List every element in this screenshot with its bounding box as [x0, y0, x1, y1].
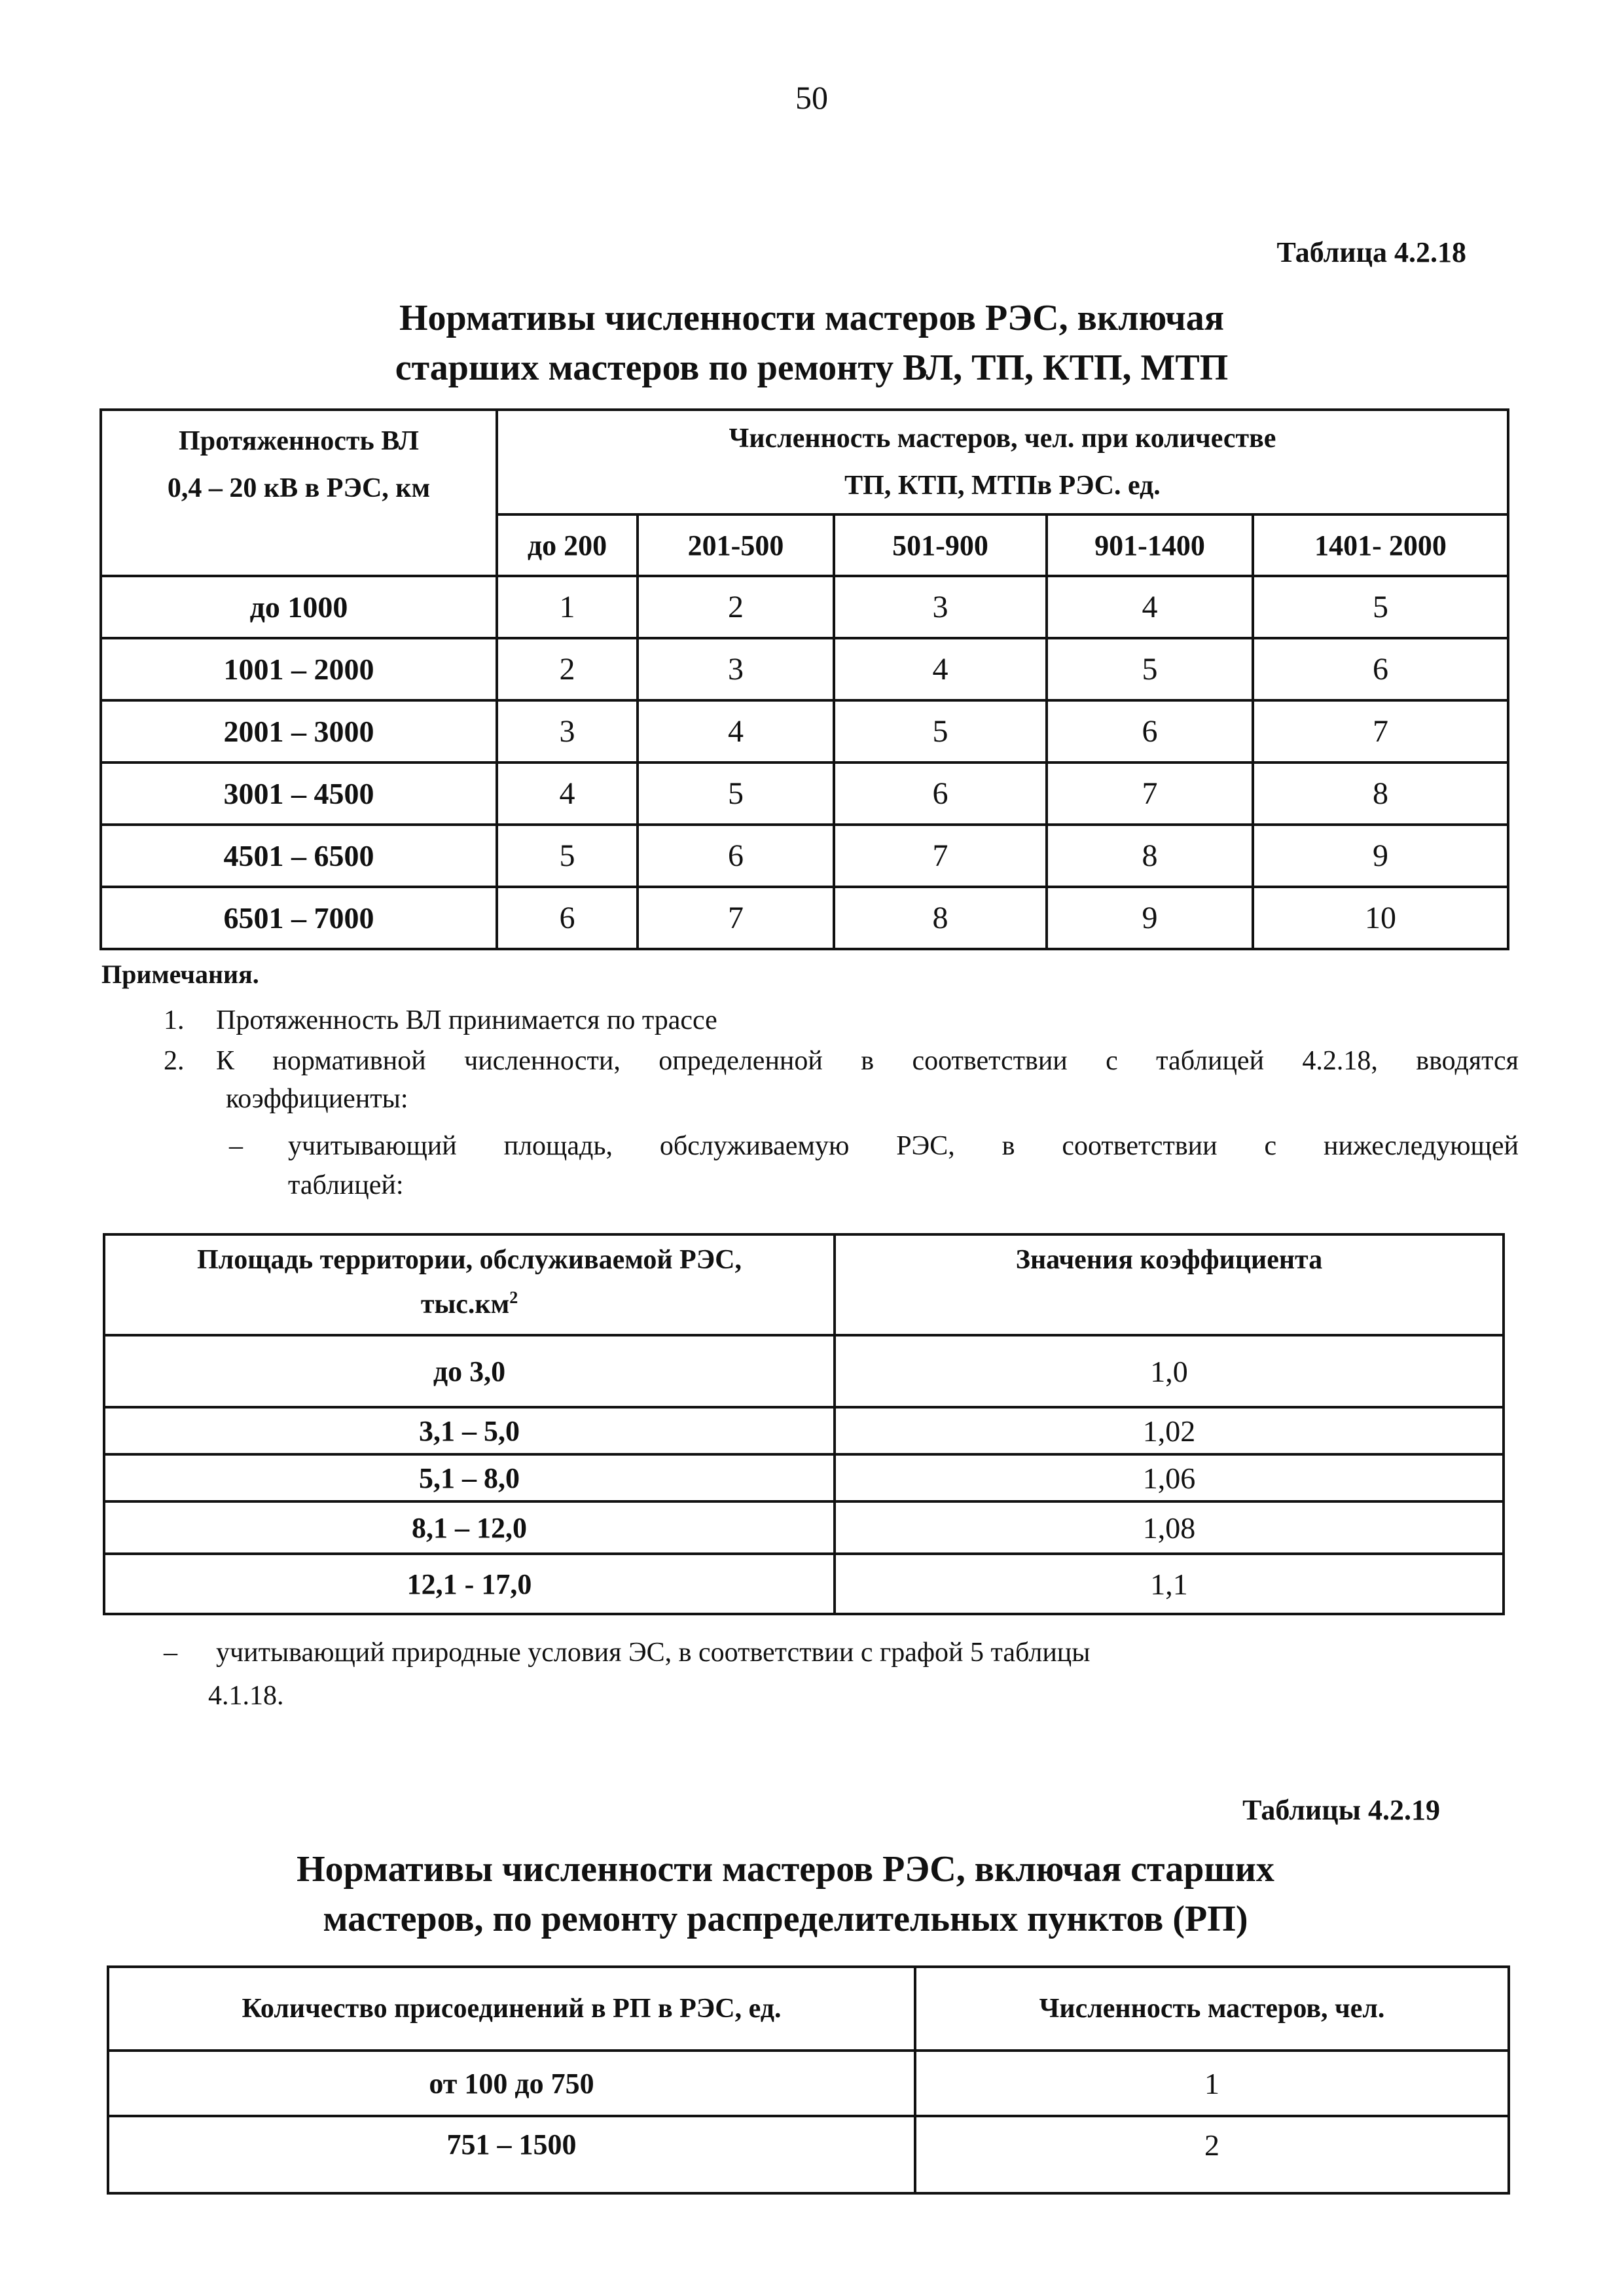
page-number: 50 — [795, 79, 828, 116]
row-area: до 3,0 — [104, 1335, 835, 1407]
table-cell: 7 — [1047, 762, 1253, 825]
header-vl-length-line1: Протяженность ВЛ — [179, 426, 419, 456]
table-row — [104, 1501, 1504, 1554]
title-line-1: Нормативы численности мастеров РЭС, включая старших — [297, 1849, 1274, 1890]
header-masters-count — [497, 410, 1508, 514]
header-vl-length — [101, 410, 497, 576]
table-cell: 6 — [1253, 638, 1508, 700]
table-cell: 4 — [638, 700, 834, 762]
row-range: 4501 – 6500 — [101, 825, 497, 887]
row-coefficient: 1,1 — [835, 1554, 1504, 1614]
note-natural-conditions-line-1: учитывающий природные условия ЭС, в соответствии с графой 5 таблицы — [216, 1638, 1091, 1668]
title-line-2: мастеров, по ремонту распределительных пунктов (РП) — [323, 1899, 1248, 1939]
table-cell: 2 — [638, 576, 834, 638]
column-header: до 200 — [497, 514, 638, 576]
header-masters-count-line1: Численность мастеров, чел. при количестве — [729, 423, 1276, 454]
table-row — [104, 1407, 1504, 1454]
row-range: 751 – 1500 — [108, 2116, 915, 2193]
row-area: 5,1 – 8,0 — [104, 1454, 835, 1501]
table-row — [101, 700, 1508, 762]
title-line-2: старших мастеров по ремонту ВЛ, ТП, КТП, МТП — [395, 348, 1229, 388]
note-1-number: 1. — [164, 1005, 185, 1035]
table-cell: 7 — [1253, 700, 1508, 762]
column-header: 1401- 2000 — [1253, 514, 1508, 576]
table-title-4-2-18 — [196, 293, 1427, 393]
table-cell: 7 — [834, 825, 1047, 887]
row-range: 2001 – 3000 — [101, 700, 497, 762]
table-cell: 9 — [1253, 825, 1508, 887]
table-row — [104, 1554, 1504, 1614]
dash-bullet: – — [229, 1131, 243, 1161]
table-cell: 10 — [1253, 887, 1508, 949]
header-coefficient: Значения коэффициента — [835, 1234, 1504, 1335]
table-cell: 2 — [497, 638, 638, 700]
table-row — [104, 1335, 1504, 1407]
row-coefficient: 1,06 — [835, 1454, 1504, 1501]
table-row — [101, 887, 1508, 949]
table-label-4-2-18: Таблица 4.2.18 — [1276, 236, 1466, 268]
table-cell: 6 — [834, 762, 1047, 825]
row-area: 3,1 – 5,0 — [104, 1407, 835, 1454]
note-2-line-1: К нормативной численности, определенной в соответствии с таблицей 4.2.18, вводятся — [216, 1046, 1519, 1076]
table-label-4-2-19: Таблицы 4.2.19 — [1242, 1794, 1440, 1826]
table-row — [108, 2116, 1509, 2193]
area-coefficient-table — [103, 1233, 1505, 1615]
header-masters-count: Численность мастеров, чел. — [915, 1967, 1509, 2051]
row-count: 2 — [915, 2116, 1509, 2193]
row-range: 1001 – 2000 — [101, 638, 497, 700]
row-coefficient: 1,02 — [835, 1407, 1504, 1454]
table-cell: 5 — [834, 700, 1047, 762]
table-cell: 6 — [1047, 700, 1253, 762]
masters-vl-tp-table — [99, 408, 1509, 950]
header-area-line2 — [105, 1279, 833, 1323]
table-title-4-2-19 — [164, 1844, 1407, 1944]
header-area-superscript: 2 — [509, 1288, 518, 1307]
table-cell: 3 — [497, 700, 638, 762]
header-area — [104, 1234, 835, 1335]
table-cell: 3 — [638, 638, 834, 700]
row-area: 12,1 - 17,0 — [104, 1554, 835, 1614]
row-range: 3001 – 4500 — [101, 762, 497, 825]
table-cell: 9 — [1047, 887, 1253, 949]
header-area-unit: тыс.км — [420, 1289, 510, 1319]
subnote-1-line-1: учитывающий площадь, обслуживаемую РЭС, в соответствии с нижеследующей — [288, 1131, 1519, 1161]
note-2-line-2: коэффициенты: — [226, 1084, 408, 1114]
note-natural-conditions-line-2: 4.1.18. — [208, 1681, 284, 1711]
header-masters-count-line2: ТП, КТП, МТПв РЭС. ед. — [844, 471, 1161, 501]
table-cell: 5 — [638, 762, 834, 825]
header-vl-length-line2: 0,4 – 20 кВ в РЭС, км — [167, 473, 431, 503]
row-range: 6501 – 7000 — [101, 887, 497, 949]
row-count: 1 — [915, 2051, 1509, 2116]
table-row — [101, 576, 1508, 638]
table-cell: 5 — [1253, 576, 1508, 638]
header-connections-count: Количество присоединений в РП в РЭС, ед. — [108, 1967, 915, 2051]
table-cell: 5 — [1047, 638, 1253, 700]
header-area-line1: Площадь территории, обслуживаемой РЭС, — [196, 1245, 742, 1275]
note-2-number: 2. — [164, 1046, 185, 1076]
dash-bullet: – — [164, 1638, 177, 1668]
table-cell: 8 — [1253, 762, 1508, 825]
table-cell: 4 — [1047, 576, 1253, 638]
subnote-1-line-2: таблицей: — [288, 1170, 404, 1200]
table-row — [101, 762, 1508, 825]
table-cell: 6 — [497, 887, 638, 949]
table-row — [101, 825, 1508, 887]
column-header: 201-500 — [638, 514, 834, 576]
table-cell: 4 — [497, 762, 638, 825]
row-area: 8,1 – 12,0 — [104, 1501, 835, 1554]
table-cell: 8 — [834, 887, 1047, 949]
table-cell: 6 — [638, 825, 834, 887]
row-range: до 1000 — [101, 576, 497, 638]
table-cell: 7 — [638, 887, 834, 949]
notes-title: Примечания. — [101, 960, 259, 989]
note-1-text: Протяженность ВЛ принимается по трассе — [216, 1005, 717, 1035]
title-line-1: Нормативы численности мастеров РЭС, включая — [399, 298, 1225, 338]
table-cell: 4 — [834, 638, 1047, 700]
row-range: от 100 до 750 — [108, 2051, 915, 2116]
column-header: 501-900 — [834, 514, 1047, 576]
table-cell: 8 — [1047, 825, 1253, 887]
row-coefficient: 1,0 — [835, 1335, 1504, 1407]
table-row — [104, 1454, 1504, 1501]
table-cell: 3 — [834, 576, 1047, 638]
row-coefficient: 1,08 — [835, 1501, 1504, 1554]
masters-rp-table — [107, 1965, 1510, 2195]
column-header: 901-1400 — [1047, 514, 1253, 576]
table-row — [108, 2051, 1509, 2116]
table-row — [101, 638, 1508, 700]
table-cell: 1 — [497, 576, 638, 638]
table-cell: 5 — [497, 825, 638, 887]
